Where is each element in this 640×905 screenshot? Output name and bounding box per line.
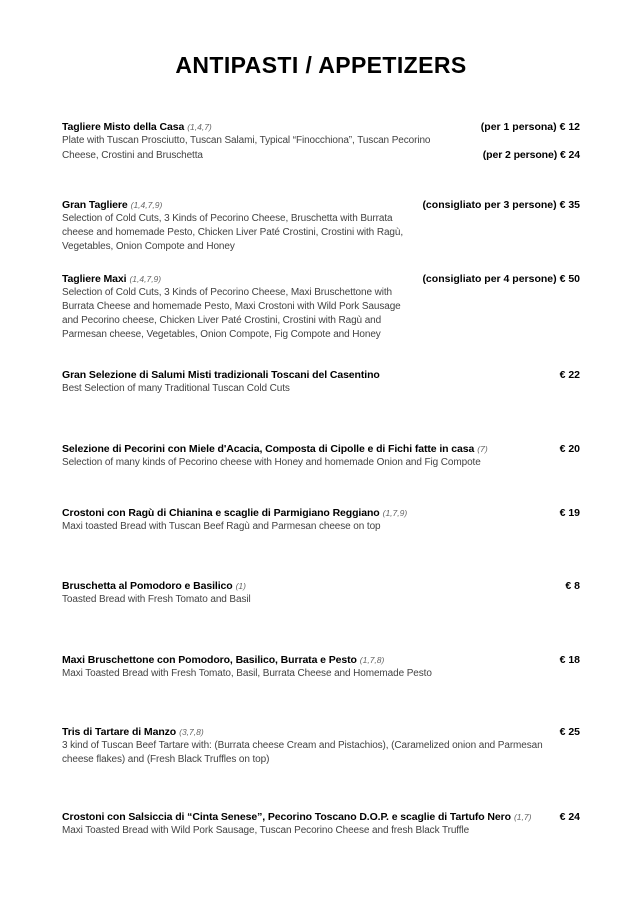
item-description-row [62,286,580,300]
item-name: Tris di Tartare di Manzo [62,726,177,738]
page-title: ANTIPASTI / APPETIZERS [175,52,467,78]
item-description-line: cheese and homemade Pesto, Chicken Liver Paté Crostini, Crostini with Ragù, [62,227,404,238]
item-price: € 24 [559,811,580,823]
item-header-row [62,809,580,824]
item-price-group [565,579,580,593]
item-price: € 12 [559,121,580,133]
item-serving-note: (consigliato per 4 persone) [422,273,557,285]
item-price-group [560,506,580,520]
item-name: Maxi Bruschettone con Pomodoro, Basilico, Burrata e Pesto [62,654,357,666]
item-description [62,212,580,254]
item-description-row [62,520,580,534]
item-price-group [560,442,580,456]
item-description-line: cheese flakes) and (Fresh Black Truffles on top) [62,754,270,765]
item-name-group [62,119,473,134]
item-header-row [62,578,580,593]
item-description [62,382,580,396]
item-price-secondary: € 24 [559,149,580,161]
item-price-group [560,810,580,824]
item-name-group [62,441,552,456]
item-allergens: (1,7,9) [382,508,408,518]
item-price: € 35 [559,199,580,211]
item-serving-note-secondary: (per 2 persone) [482,149,558,161]
item-allergens: (1,7,8) [359,655,385,665]
item-description-row [62,328,580,342]
item-description-line: Best Selection of many Traditional Tuscan Cold Cuts [62,383,290,394]
item-header-row [62,197,580,212]
item-header-row [62,652,580,667]
menu-item-list [62,119,580,838]
item-name: Tagliere Misto della Casa [62,121,185,133]
item-description-line: Plate with Tuscan Prosciutto, Tuscan Salami, Typical “Finocchiona”, Tuscan Pecorino [62,135,431,146]
item-price-group [560,725,580,739]
item-price: € 25 [559,726,580,738]
item-header-row [62,441,580,456]
item-header-row [62,505,580,520]
item-description-line: Maxi Toasted Bread with Fresh Tomato, Basil, Burrata Cheese and Homemade Pesto [62,668,432,679]
item-description-row [62,148,580,163]
menu-page [62,52,580,838]
menu-item [62,441,580,470]
item-description [62,520,580,534]
item-price: € 20 [559,443,580,455]
item-name-group [62,809,552,824]
item-allergens: (7) [477,444,488,454]
item-price-group-secondary [483,148,580,162]
item-price-group [422,198,580,212]
item-description-row [62,456,580,470]
item-description [62,667,580,681]
menu-item [62,578,580,607]
item-description [62,456,580,470]
item-description-line: Cheese, Crostini and Bruschetta [62,150,203,161]
item-allergens: (3,7,8) [179,727,204,737]
item-price-group [422,272,580,286]
item-description [62,286,580,342]
item-description-line: Maxi Toasted Bread with Wild Pork Sausage, Tuscan Pecorino Cheese and fresh Black Truffle [62,825,470,836]
item-description-line: Toasted Bread with Fresh Tomato and Basil [62,594,251,605]
item-allergens: (1) [235,581,246,591]
item-description-row [62,739,580,753]
menu-item [62,724,580,767]
item-description-row [62,240,580,254]
item-description-row [62,593,580,607]
item-price: € 19 [559,507,580,519]
item-name: Tagliere Maxi [62,273,127,285]
item-name-group [62,578,557,593]
item-name: Crostoni con Salsiccia di “Cinta Senese”, Pecorino Toscano D.O.P. e scaglie di Tartufo Nero [62,811,511,823]
item-name: Selezione di Pecorini con Miele d'Acacia, Composta di Cipolle e di Fichi fatte in casa [62,443,475,455]
item-name-group [62,724,552,739]
item-description-line: Selection of many kinds of Pecorino cheese with Honey and homemade Onion and Fig Compote [62,457,481,468]
item-description-line: Burrata Cheese and homemade Pesto, Maxi Crostoni with Wild Pork Sausage [62,301,401,312]
item-description-line: Vegetables, Onion Compote and Honey [62,241,235,252]
menu-item [62,367,580,396]
item-price: € 8 [565,580,580,592]
item-price: € 50 [559,273,580,285]
item-description [62,593,580,607]
item-name: Crostoni con Ragù di Chianina e scaglie di Parmigiano Reggiano [62,507,380,519]
menu-item [62,809,580,838]
item-description [62,824,580,838]
item-serving-note: (per 1 persona) [480,121,557,133]
item-description-line: Maxi toasted Bread with Tuscan Beef Ragù and Parmesan cheese on top [62,521,381,532]
item-price: € 22 [559,369,580,381]
item-name-group [62,197,414,212]
menu-item [62,505,580,534]
item-name: Gran Selezione di Salumi Misti tradizionali Toscani del Casentino [62,369,380,381]
item-description-line: and Pecorino cheese, Chicken Liver Paté Crostini, Crostini with Ragù and [62,315,382,326]
item-price-group [560,368,580,382]
item-description-row [62,300,580,314]
item-description-line: Selection of Cold Cuts, 3 Kinds of Pecorino Cheese, Maxi Bruschettone with [62,287,392,298]
item-description-row [62,226,580,240]
item-price: € 18 [559,654,580,666]
item-name-group [62,271,414,286]
item-description-row [62,382,580,396]
menu-item [62,652,580,681]
item-header-row [62,271,580,286]
item-description-row [62,667,580,681]
item-allergens: (1,7) [513,812,532,822]
item-description-row [62,134,580,148]
item-serving-note: (consigliato per 3 persone) [422,199,557,211]
item-description-row [62,314,580,328]
item-header-row [62,367,580,382]
item-name-group [62,505,552,520]
item-name-group [62,367,552,382]
item-name: Bruschetta al Pomodoro e Basilico [62,580,233,592]
item-description-row [62,824,580,838]
item-price-group [560,653,580,667]
item-description-row [62,753,580,767]
item-description [62,134,580,163]
item-description-line: Selection of Cold Cuts, 3 Kinds of Pecorino Cheese, Bruschetta with Burrata [62,213,393,224]
menu-item [62,197,580,254]
item-allergens: (1,4,7) [187,122,212,132]
item-name: Gran Tagliere [62,199,128,211]
item-name-group [62,652,552,667]
item-description [62,739,580,767]
menu-item [62,119,580,163]
item-description-line: Parmesan cheese, Vegetables, Onion Compote, Fig Compote and Honey [62,329,381,340]
item-header-row [62,119,580,134]
item-price-group [481,120,580,134]
menu-item [62,271,580,342]
item-description-line: 3 kind of Tuscan Beef Tartare with: (Burrata cheese Cream and Pistachios), (Caramelized onion and Parmesan [62,740,543,751]
item-allergens: (1,4,7,9) [129,274,162,284]
item-header-row [62,724,580,739]
item-description-row [62,212,580,226]
item-allergens: (1,4,7,9) [130,200,163,210]
